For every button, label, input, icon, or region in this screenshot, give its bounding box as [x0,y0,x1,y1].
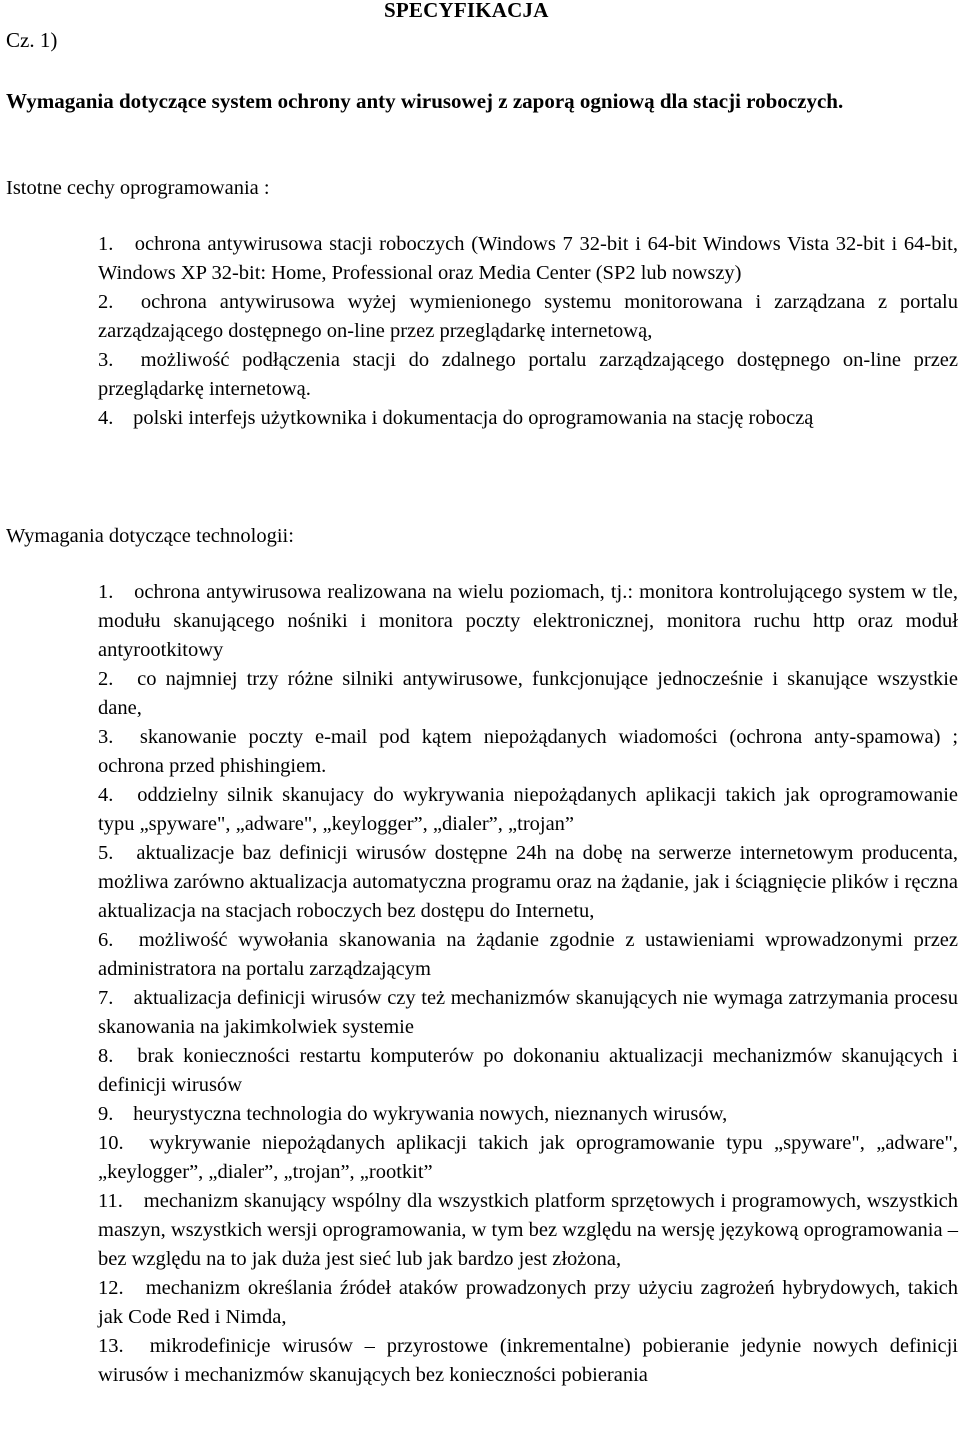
list-item: 1. ochrona antywirusowa stacji roboczych (Windows 7 32-bit i 64-bit Windows Vista 32-bit i 64-bit, Windows XP 32-bit: Home, Professional oraz Media Center (SP2 lub nowszy) [98,233,958,284]
list-item: 4. oddzielny silnik skanujacy do wykrywania niepożądanych aplikacji takich jak oprogramowanie typu „spyware", „adware", „keylogger”, „dialer”, „trojan” [98,784,959,835]
list-item: 10. wykrywanie niepożądanych aplikacji takich jak oprogramowanie typu „spyware", „adware", „keylogger”, „dialer”, „trojan”, „rootkit” [98,1132,959,1183]
section-label-technology: Wymagania dotyczące technologii: [6,525,294,547]
section-label-features: Istotne cechy oprogramowania : [6,177,270,199]
list-item: 12. mechanizm określania źródeł ataków prowadzonych przy użyciu zagrożeń hybrydowych, takich jak Code Red i Nimda, [98,1277,958,1328]
features-list [98,230,958,433]
list-item: 3. możliwość podłączenia stacji do zdalnego portalu zarządzającego dostępnego on-line przez przeglądarkę internetową. [98,349,959,400]
list-item: 5. aktualizacje baz definicji wirusów dostępne 24h na dobę na serwerze internetowym producenta, możliwa zarówno aktualizacja automatyczna programu oraz na żądanie, jak i ściągnięcie plików i ręczna aktualizacja na stacjach roboczych bez dostępu do Internetu, [98,842,958,922]
list-item: 9. heurystyczna technologia do wykrywania nowych, nieznanych wirusów, [98,1103,728,1125]
list-item: 13. mikrodefinicje wirusów – przyrostowe (inkrementalne) pobieranie jedynie nowych definicji wirusów i mechanizmów skanujących bez konieczności pobierania [98,1335,958,1386]
list-item: 1. ochrona antywirusowa realizowana na wielu poziomach, tj.: monitora kontrolującego system w tle, modułu skanującego nośniki i monitora poczty elektronicznej, monitora ruchu http oraz moduł antyrootkitowy [98,581,958,661]
list-item: 7. aktualizacja definicji wirusów czy też mechanizmów skanujących nie wymaga zatrzymania procesu skanowania na jakimkolwiek systemie [98,987,959,1038]
document-header [0,0,960,60]
main-heading: Wymagania dotyczące system ochrony anty wirusowej z zaporą ogniową dla stacji roboczych. [6,89,844,113]
list-item: 4. polski interfejs użytkownika i dokumentacja do oprogramowania na stację roboczą [98,407,814,429]
list-item: 3. skanowanie poczty e-mail pod kątem niepożądanych wiadomości (ochrona anty-spamowa) ; ochrona przed phishingiem. [98,726,959,777]
list-item: 11. mechanizm skanujący wspólny dla wszystkich platform sprzętowych i programowych, wszystkich maszyn, wszystkich wersji oprogramowania, w tym bez względu na wersję językową oprogramowania – bez względu na to jak duża jest sieć lub jak bardzo jest złożona, [98,1190,958,1270]
part-label: Cz. 1) [6,28,58,52]
list-item: 2. co najmniej trzy różne silniki antywirusowe, funkcjonujące jednocześnie i skanujące wszystkie dane, [98,668,959,719]
list-item: 8. brak konieczności restartu komputerów po dokonaniu aktualizacji mechanizmów skanujących i definicji wirusów [98,1045,958,1096]
list-item: 2. ochrona antywirusowa wyżej wymienionego systemu monitorowana i zarządzana z portalu zarządzającego dostępnego on-line przez przeglądarkę internetową, [98,291,958,342]
technology-list [98,578,958,1390]
list-item: 6. możliwość wywołania skanowania na żądanie zgodnie z ustawieniami wprowadzonymi przez administratora na portalu zarządzającym [98,929,959,980]
document-title: SPECYFIKACJA [384,0,549,22]
